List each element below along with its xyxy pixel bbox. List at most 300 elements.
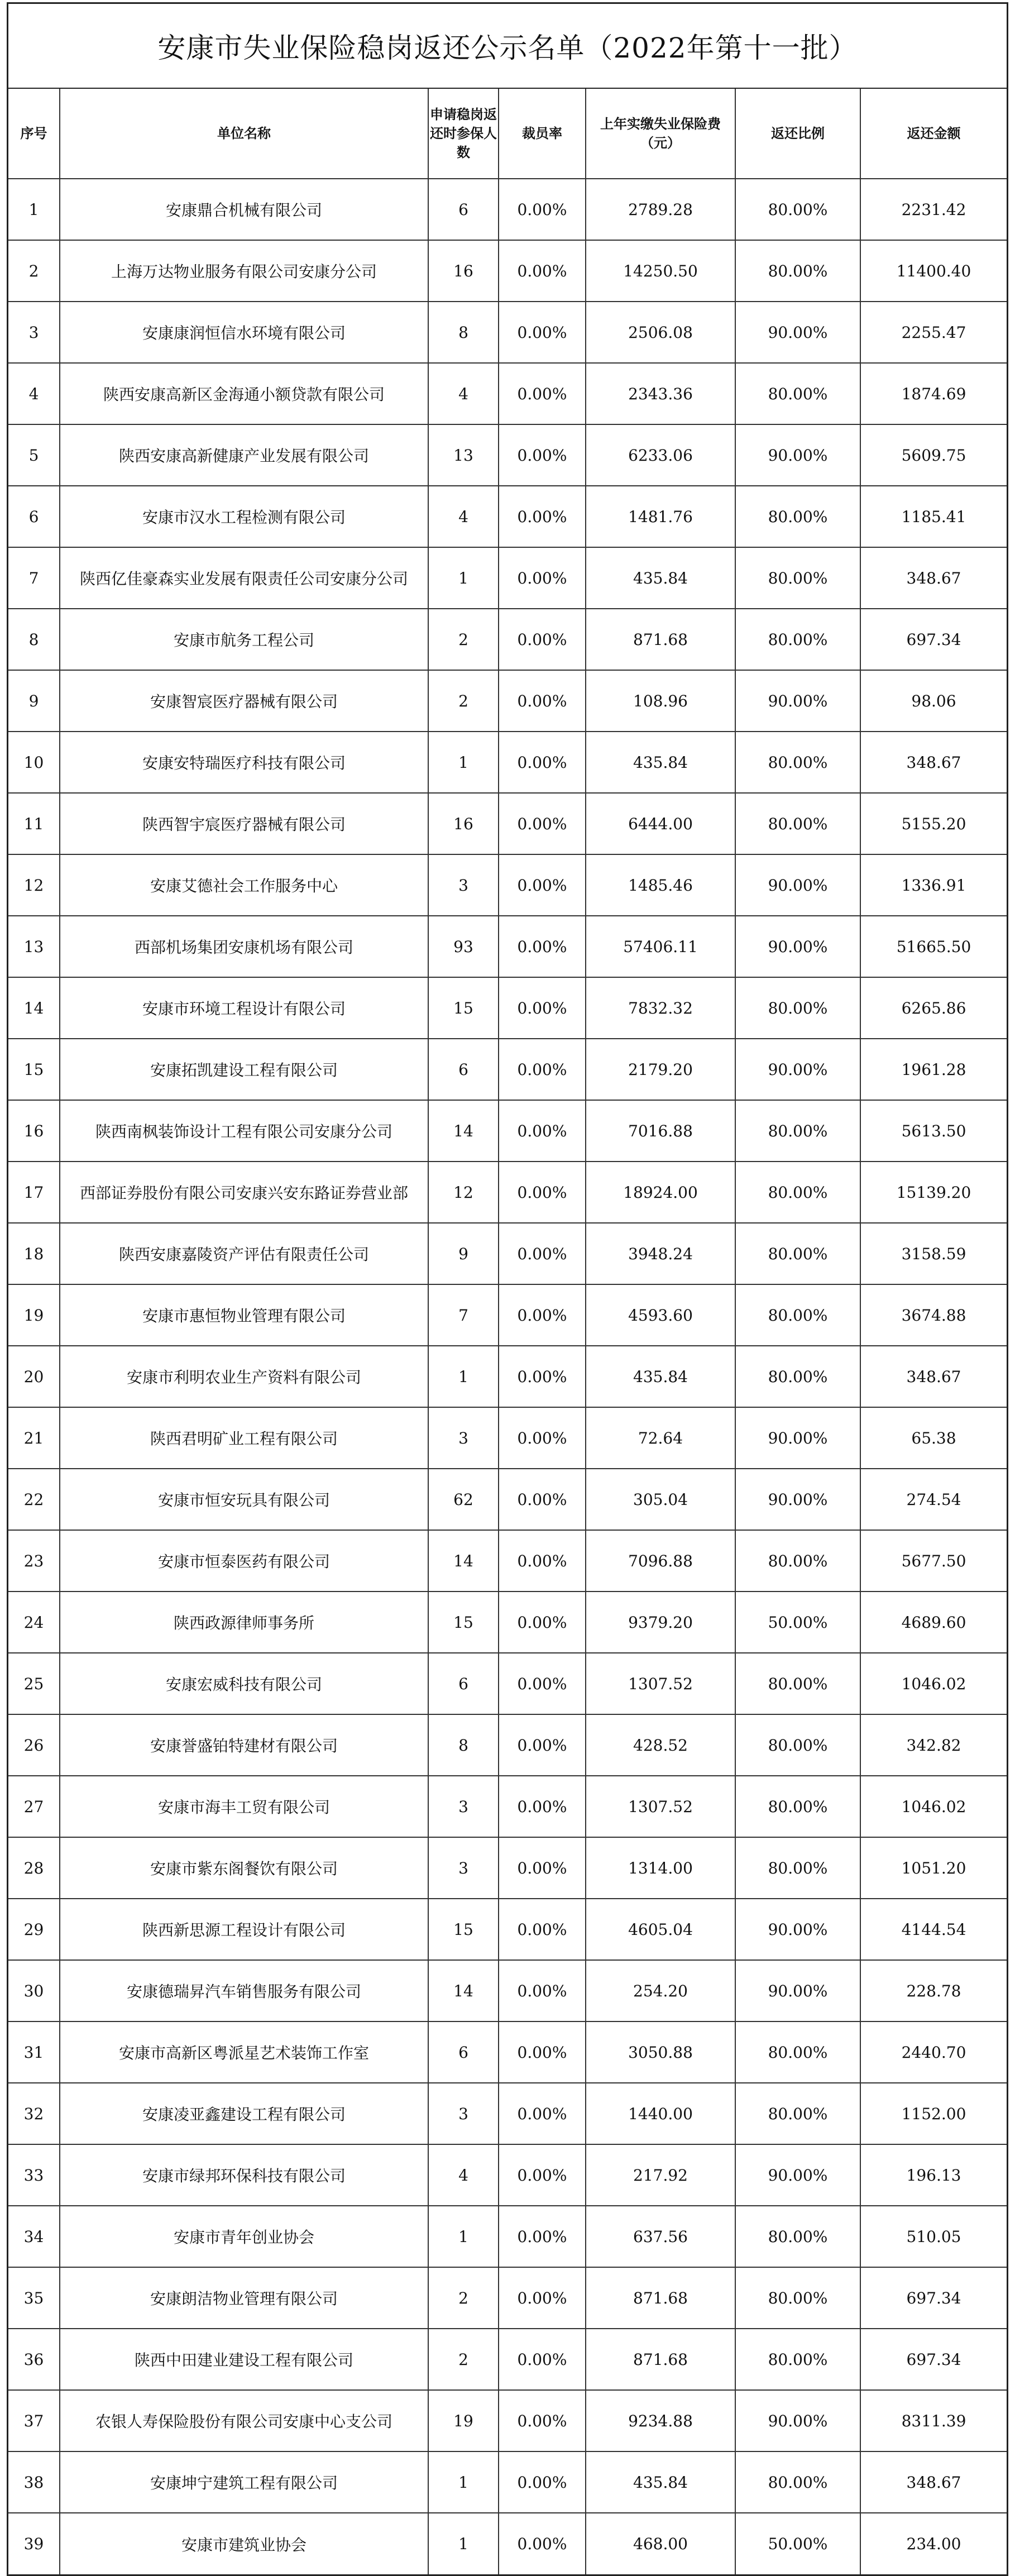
cell-index: 21 (8, 1407, 60, 1469)
cell-refund-amount: 15139.20 (860, 1162, 1007, 1223)
table-row (8, 424, 1007, 486)
cell-premium-paid: 4605.04 (586, 1899, 735, 1960)
cell-refund-amount: 3674.88 (860, 1284, 1007, 1346)
cell-insured-count: 6 (428, 1039, 499, 1100)
table-row (8, 179, 1007, 240)
cell-company-name: 陕西安康高新健康产业发展有限公司 (60, 424, 428, 486)
cell-layoff-rate: 0.00% (499, 424, 586, 486)
col-header-premium-paid: 上年实缴失业保险费（元） (586, 89, 735, 179)
cell-refund-amount: 3158.59 (860, 1223, 1007, 1284)
table-row (8, 670, 1007, 732)
cell-company-name: 陕西新思源工程设计有限公司 (60, 1899, 428, 1960)
cell-index: 33 (8, 2144, 60, 2206)
table-row (8, 732, 1007, 793)
cell-index: 7 (8, 547, 60, 609)
cell-company-name: 安康坤宁建筑工程有限公司 (60, 2451, 428, 2513)
cell-refund-amount: 1051.20 (860, 1837, 1007, 1899)
cell-premium-paid: 305.04 (586, 1469, 735, 1530)
table-row (8, 363, 1007, 424)
cell-insured-count: 8 (428, 302, 499, 363)
cell-premium-paid: 1307.52 (586, 1776, 735, 1837)
cell-index: 26 (8, 1714, 60, 1776)
cell-premium-paid: 2789.28 (586, 179, 735, 240)
cell-layoff-rate: 0.00% (499, 916, 586, 977)
cell-refund-ratio: 80.00% (735, 609, 860, 670)
cell-refund-amount: 1046.02 (860, 1776, 1007, 1837)
cell-refund-ratio: 90.00% (735, 2144, 860, 2206)
cell-refund-amount: 65.38 (860, 1407, 1007, 1469)
cell-insured-count: 3 (428, 1837, 499, 1899)
cell-insured-count: 14 (428, 1530, 499, 1592)
cell-index: 13 (8, 916, 60, 977)
cell-refund-ratio: 90.00% (735, 1899, 860, 1960)
cell-index: 36 (8, 2329, 60, 2390)
cell-refund-amount: 5609.75 (860, 424, 1007, 486)
cell-index: 9 (8, 670, 60, 732)
cell-premium-paid: 435.84 (586, 732, 735, 793)
cell-index: 6 (8, 486, 60, 547)
cell-insured-count: 13 (428, 424, 499, 486)
cell-layoff-rate: 0.00% (499, 302, 586, 363)
cell-index: 27 (8, 1776, 60, 1837)
cell-refund-ratio: 90.00% (735, 1039, 860, 1100)
col-header-refund-ratio: 返还比例 (735, 89, 860, 179)
cell-index: 29 (8, 1899, 60, 1960)
cell-index: 15 (8, 1039, 60, 1100)
cell-refund-amount: 11400.40 (860, 240, 1007, 302)
cell-company-name: 安康市绿邦环保科技有限公司 (60, 2144, 428, 2206)
cell-company-name: 陕西中田建业建设工程有限公司 (60, 2329, 428, 2390)
cell-company-name: 上海万达物业服务有限公司安康分公司 (60, 240, 428, 302)
cell-insured-count: 2 (428, 670, 499, 732)
cell-premium-paid: 871.68 (586, 609, 735, 670)
table-row (8, 2267, 1007, 2329)
cell-insured-count: 15 (428, 1899, 499, 1960)
cell-company-name: 安康市恒安玩具有限公司 (60, 1469, 428, 1530)
cell-layoff-rate: 0.00% (499, 793, 586, 854)
cell-premium-paid: 72.64 (586, 1407, 735, 1469)
cell-company-name: 安康凌亚鑫建设工程有限公司 (60, 2083, 428, 2144)
cell-refund-amount: 1874.69 (860, 363, 1007, 424)
cell-layoff-rate: 0.00% (499, 363, 586, 424)
table-row (8, 1223, 1007, 1284)
cell-company-name: 陕西政源律师事务所 (60, 1592, 428, 1653)
cell-layoff-rate: 0.00% (499, 1776, 586, 1837)
cell-refund-ratio: 80.00% (735, 1223, 860, 1284)
refund-table (8, 89, 1007, 2574)
cell-insured-count: 6 (428, 179, 499, 240)
table-row (8, 486, 1007, 547)
cell-layoff-rate: 0.00% (499, 1039, 586, 1100)
cell-company-name: 安康鼎合机械有限公司 (60, 179, 428, 240)
cell-refund-ratio: 80.00% (735, 1530, 860, 1592)
cell-insured-count: 6 (428, 2021, 499, 2083)
cell-refund-amount: 5613.50 (860, 1100, 1007, 1162)
cell-premium-paid: 435.84 (586, 547, 735, 609)
table-row (8, 977, 1007, 1039)
cell-premium-paid: 254.20 (586, 1960, 735, 2021)
table-row (8, 1776, 1007, 1837)
cell-layoff-rate: 0.00% (499, 2144, 586, 2206)
cell-index: 8 (8, 609, 60, 670)
cell-layoff-rate: 0.00% (499, 2267, 586, 2329)
cell-layoff-rate: 0.00% (499, 2083, 586, 2144)
cell-refund-ratio: 80.00% (735, 547, 860, 609)
cell-layoff-rate: 0.00% (499, 1407, 586, 1469)
cell-layoff-rate: 0.00% (499, 977, 586, 1039)
table-row (8, 916, 1007, 977)
cell-index: 38 (8, 2451, 60, 2513)
col-header-refund-amount: 返还金额 (860, 89, 1007, 179)
cell-layoff-rate: 0.00% (499, 1653, 586, 1714)
cell-company-name: 西部证券股份有限公司安康兴安东路证券营业部 (60, 1162, 428, 1223)
cell-refund-amount: 348.67 (860, 1346, 1007, 1407)
cell-index: 23 (8, 1530, 60, 1592)
col-header-company: 单位名称 (60, 89, 428, 179)
cell-premium-paid: 7096.88 (586, 1530, 735, 1592)
cell-layoff-rate: 0.00% (499, 1223, 586, 1284)
cell-insured-count: 93 (428, 916, 499, 977)
cell-insured-count: 3 (428, 854, 499, 916)
table-row (8, 2144, 1007, 2206)
table-row (8, 1039, 1007, 1100)
cell-refund-amount: 228.78 (860, 1960, 1007, 2021)
cell-premium-paid: 468.00 (586, 2513, 735, 2574)
cell-premium-paid: 6444.00 (586, 793, 735, 854)
table-row (8, 1899, 1007, 1960)
cell-company-name: 安康安特瑞医疗科技有限公司 (60, 732, 428, 793)
cell-index: 10 (8, 732, 60, 793)
cell-insured-count: 1 (428, 2206, 499, 2267)
cell-refund-amount: 1152.00 (860, 2083, 1007, 2144)
cell-company-name: 安康市环境工程设计有限公司 (60, 977, 428, 1039)
table-row (8, 1100, 1007, 1162)
col-header-layoff-rate: 裁员率 (499, 89, 586, 179)
cell-refund-amount: 196.13 (860, 2144, 1007, 2206)
cell-index: 30 (8, 1960, 60, 2021)
cell-company-name: 安康市紫东阁餐饮有限公司 (60, 1837, 428, 1899)
cell-premium-paid: 1485.46 (586, 854, 735, 916)
cell-refund-ratio: 80.00% (735, 1714, 860, 1776)
cell-company-name: 西部机场集团安康机场有限公司 (60, 916, 428, 977)
table-row (8, 793, 1007, 854)
cell-insured-count: 1 (428, 732, 499, 793)
cell-refund-ratio: 90.00% (735, 2390, 860, 2451)
cell-insured-count: 6 (428, 1653, 499, 1714)
cell-company-name: 陕西智宇宸医疗器械有限公司 (60, 793, 428, 854)
cell-refund-amount: 348.67 (860, 732, 1007, 793)
cell-refund-amount: 6265.86 (860, 977, 1007, 1039)
cell-layoff-rate: 0.00% (499, 1592, 586, 1653)
cell-layoff-rate: 0.00% (499, 1714, 586, 1776)
cell-premium-paid: 2343.36 (586, 363, 735, 424)
cell-refund-ratio: 80.00% (735, 1100, 860, 1162)
cell-layoff-rate: 0.00% (499, 2451, 586, 2513)
cell-refund-ratio: 80.00% (735, 179, 860, 240)
table-row (8, 1407, 1007, 1469)
cell-index: 34 (8, 2206, 60, 2267)
cell-refund-ratio: 90.00% (735, 1960, 860, 2021)
cell-company-name: 安康市青年创业协会 (60, 2206, 428, 2267)
cell-index: 5 (8, 424, 60, 486)
cell-layoff-rate: 0.00% (499, 486, 586, 547)
cell-index: 12 (8, 854, 60, 916)
cell-refund-amount: 4144.54 (860, 1899, 1007, 1960)
cell-refund-amount: 4689.60 (860, 1592, 1007, 1653)
table-row (8, 1346, 1007, 1407)
cell-refund-amount: 2255.47 (860, 302, 1007, 363)
cell-company-name: 农银人寿保险股份有限公司安康中心支公司 (60, 2390, 428, 2451)
table-row (8, 1653, 1007, 1714)
cell-company-name: 安康朗洁物业管理有限公司 (60, 2267, 428, 2329)
cell-company-name: 陕西亿佳豪森实业发展有限责任公司安康分公司 (60, 547, 428, 609)
cell-layoff-rate: 0.00% (499, 1284, 586, 1346)
cell-layoff-rate: 0.00% (499, 240, 586, 302)
cell-refund-ratio: 80.00% (735, 793, 860, 854)
table-row (8, 2021, 1007, 2083)
table-row (8, 1837, 1007, 1899)
cell-index: 35 (8, 2267, 60, 2329)
cell-premium-paid: 9379.20 (586, 1592, 735, 1653)
cell-company-name: 安康市海丰工贸有限公司 (60, 1776, 428, 1837)
cell-index: 18 (8, 1223, 60, 1284)
cell-company-name: 陕西君明矿业工程有限公司 (60, 1407, 428, 1469)
cell-insured-count: 16 (428, 793, 499, 854)
cell-insured-count: 15 (428, 1592, 499, 1653)
cell-index: 3 (8, 302, 60, 363)
cell-refund-amount: 342.82 (860, 1714, 1007, 1776)
cell-layoff-rate: 0.00% (499, 2513, 586, 2574)
cell-premium-paid: 1307.52 (586, 1653, 735, 1714)
cell-premium-paid: 3948.24 (586, 1223, 735, 1284)
cell-refund-amount: 510.05 (860, 2206, 1007, 2267)
cell-premium-paid: 871.68 (586, 2267, 735, 2329)
cell-layoff-rate: 0.00% (499, 1960, 586, 2021)
cell-company-name: 安康宏威科技有限公司 (60, 1653, 428, 1714)
cell-insured-count: 19 (428, 2390, 499, 2451)
cell-premium-paid: 57406.11 (586, 916, 735, 977)
cell-refund-amount: 2440.70 (860, 2021, 1007, 2083)
cell-company-name: 安康誉盛铂特建材有限公司 (60, 1714, 428, 1776)
cell-insured-count: 12 (428, 1162, 499, 1223)
cell-refund-ratio: 80.00% (735, 2021, 860, 2083)
cell-index: 17 (8, 1162, 60, 1223)
cell-company-name: 安康市建筑业协会 (60, 2513, 428, 2574)
cell-insured-count: 1 (428, 1346, 499, 1407)
cell-index: 25 (8, 1653, 60, 1714)
cell-refund-ratio: 50.00% (735, 1592, 860, 1653)
col-header-index: 序号 (8, 89, 60, 179)
cell-refund-ratio: 80.00% (735, 486, 860, 547)
cell-company-name: 陕西南枫装饰设计工程有限公司安康分公司 (60, 1100, 428, 1162)
cell-premium-paid: 1481.76 (586, 486, 735, 547)
table-row (8, 547, 1007, 609)
cell-company-name: 安康德瑞昇汽车销售服务有限公司 (60, 1960, 428, 2021)
cell-insured-count: 9 (428, 1223, 499, 1284)
cell-insured-count: 4 (428, 2144, 499, 2206)
public-notice-sheet (7, 2, 1008, 2576)
cell-index: 19 (8, 1284, 60, 1346)
cell-refund-ratio: 50.00% (735, 2513, 860, 2574)
cell-company-name: 安康市航务工程公司 (60, 609, 428, 670)
cell-refund-amount: 274.54 (860, 1469, 1007, 1530)
cell-layoff-rate: 0.00% (499, 1899, 586, 1960)
table-row (8, 2329, 1007, 2390)
cell-index: 20 (8, 1346, 60, 1407)
cell-layoff-rate: 0.00% (499, 1837, 586, 1899)
cell-insured-count: 1 (428, 2451, 499, 2513)
table-row (8, 2451, 1007, 2513)
cell-insured-count: 1 (428, 547, 499, 609)
table-row (8, 2513, 1007, 2574)
cell-refund-ratio: 80.00% (735, 1653, 860, 1714)
cell-index: 22 (8, 1469, 60, 1530)
cell-refund-ratio: 80.00% (735, 1346, 860, 1407)
cell-premium-paid: 18924.00 (586, 1162, 735, 1223)
table-row (8, 2083, 1007, 2144)
cell-company-name: 安康拓凯建设工程有限公司 (60, 1039, 428, 1100)
table-row (8, 1530, 1007, 1592)
table-row (8, 1469, 1007, 1530)
cell-index: 39 (8, 2513, 60, 2574)
cell-insured-count: 2 (428, 2267, 499, 2329)
cell-premium-paid: 871.68 (586, 2329, 735, 2390)
table-row (8, 854, 1007, 916)
cell-insured-count: 8 (428, 1714, 499, 1776)
cell-layoff-rate: 0.00% (499, 547, 586, 609)
cell-refund-ratio: 80.00% (735, 1284, 860, 1346)
cell-premium-paid: 435.84 (586, 2451, 735, 2513)
cell-refund-ratio: 80.00% (735, 363, 860, 424)
cell-insured-count: 62 (428, 1469, 499, 1530)
cell-refund-ratio: 90.00% (735, 302, 860, 363)
cell-insured-count: 4 (428, 363, 499, 424)
cell-refund-ratio: 80.00% (735, 977, 860, 1039)
cell-refund-amount: 5155.20 (860, 793, 1007, 854)
cell-company-name: 安康市利明农业生产资料有限公司 (60, 1346, 428, 1407)
cell-premium-paid: 1314.00 (586, 1837, 735, 1899)
cell-insured-count: 14 (428, 1960, 499, 2021)
cell-insured-count: 2 (428, 609, 499, 670)
cell-premium-paid: 2179.20 (586, 1039, 735, 1100)
cell-index: 37 (8, 2390, 60, 2451)
cell-refund-amount: 348.67 (860, 2451, 1007, 2513)
cell-premium-paid: 1440.00 (586, 2083, 735, 2144)
cell-refund-amount: 1336.91 (860, 854, 1007, 916)
cell-premium-paid: 7016.88 (586, 1100, 735, 1162)
cell-index: 31 (8, 2021, 60, 2083)
cell-premium-paid: 6233.06 (586, 424, 735, 486)
cell-refund-amount: 5677.50 (860, 1530, 1007, 1592)
table-row (8, 1284, 1007, 1346)
cell-refund-amount: 8311.39 (860, 2390, 1007, 2451)
cell-layoff-rate: 0.00% (499, 854, 586, 916)
cell-index: 28 (8, 1837, 60, 1899)
cell-layoff-rate: 0.00% (499, 1530, 586, 1592)
cell-refund-ratio: 80.00% (735, 1776, 860, 1837)
cell-index: 24 (8, 1592, 60, 1653)
cell-refund-ratio: 90.00% (735, 1407, 860, 1469)
cell-insured-count: 3 (428, 1407, 499, 1469)
cell-company-name: 安康市高新区粤派星艺术装饰工作室 (60, 2021, 428, 2083)
cell-refund-amount: 234.00 (860, 2513, 1007, 2574)
cell-premium-paid: 3050.88 (586, 2021, 735, 2083)
cell-refund-amount: 98.06 (860, 670, 1007, 732)
cell-company-name: 安康康润恒信水环境有限公司 (60, 302, 428, 363)
cell-refund-amount: 1046.02 (860, 1653, 1007, 1714)
table-row (8, 1960, 1007, 2021)
table-row (8, 1592, 1007, 1653)
cell-refund-amount: 51665.50 (860, 916, 1007, 977)
cell-premium-paid: 435.84 (586, 1346, 735, 1407)
cell-company-name: 安康智宸医疗器械有限公司 (60, 670, 428, 732)
cell-index: 14 (8, 977, 60, 1039)
cell-company-name: 陕西安康嘉陵资产评估有限责任公司 (60, 1223, 428, 1284)
table-row (8, 240, 1007, 302)
cell-insured-count: 7 (428, 1284, 499, 1346)
table-row (8, 302, 1007, 363)
cell-premium-paid: 428.52 (586, 1714, 735, 1776)
table-row (8, 609, 1007, 670)
cell-refund-amount: 2231.42 (860, 179, 1007, 240)
cell-insured-count: 1 (428, 2513, 499, 2574)
cell-layoff-rate: 0.00% (499, 179, 586, 240)
cell-company-name: 安康市汉水工程检测有限公司 (60, 486, 428, 547)
cell-layoff-rate: 0.00% (499, 1346, 586, 1407)
cell-refund-ratio: 90.00% (735, 424, 860, 486)
cell-refund-amount: 1961.28 (860, 1039, 1007, 1100)
cell-layoff-rate: 0.00% (499, 2329, 586, 2390)
table-row (8, 1162, 1007, 1223)
cell-insured-count: 3 (428, 1776, 499, 1837)
cell-company-name: 安康艾德社会工作服务中心 (60, 854, 428, 916)
cell-index: 16 (8, 1100, 60, 1162)
cell-refund-ratio: 80.00% (735, 2083, 860, 2144)
cell-premium-paid: 4593.60 (586, 1284, 735, 1346)
cell-refund-amount: 348.67 (860, 547, 1007, 609)
cell-premium-paid: 2506.08 (586, 302, 735, 363)
cell-insured-count: 4 (428, 486, 499, 547)
cell-refund-amount: 697.34 (860, 2329, 1007, 2390)
cell-premium-paid: 7832.32 (586, 977, 735, 1039)
cell-insured-count: 3 (428, 2083, 499, 2144)
table-row (8, 1714, 1007, 1776)
cell-premium-paid: 9234.88 (586, 2390, 735, 2451)
cell-layoff-rate: 0.00% (499, 732, 586, 793)
cell-refund-ratio: 90.00% (735, 670, 860, 732)
cell-layoff-rate: 0.00% (499, 2206, 586, 2267)
header-row (8, 89, 1007, 179)
cell-insured-count: 14 (428, 1100, 499, 1162)
cell-refund-amount: 1185.41 (860, 486, 1007, 547)
cell-refund-ratio: 90.00% (735, 854, 860, 916)
table-row (8, 2390, 1007, 2451)
cell-refund-ratio: 80.00% (735, 1837, 860, 1899)
cell-premium-paid: 14250.50 (586, 240, 735, 302)
cell-refund-ratio: 80.00% (735, 2206, 860, 2267)
cell-insured-count: 15 (428, 977, 499, 1039)
page-title: 安康市失业保险稳岗返还公示名单（2022年第十一批） (8, 4, 1007, 89)
cell-insured-count: 2 (428, 2329, 499, 2390)
cell-refund-ratio: 90.00% (735, 916, 860, 977)
cell-layoff-rate: 0.00% (499, 609, 586, 670)
cell-layoff-rate: 0.00% (499, 2021, 586, 2083)
cell-refund-ratio: 80.00% (735, 240, 860, 302)
col-header-insured-count: 申请稳岗返还时参保人数 (428, 89, 499, 179)
cell-company-name: 安康市恒泰医药有限公司 (60, 1530, 428, 1592)
cell-insured-count: 16 (428, 240, 499, 302)
cell-refund-ratio: 80.00% (735, 2267, 860, 2329)
